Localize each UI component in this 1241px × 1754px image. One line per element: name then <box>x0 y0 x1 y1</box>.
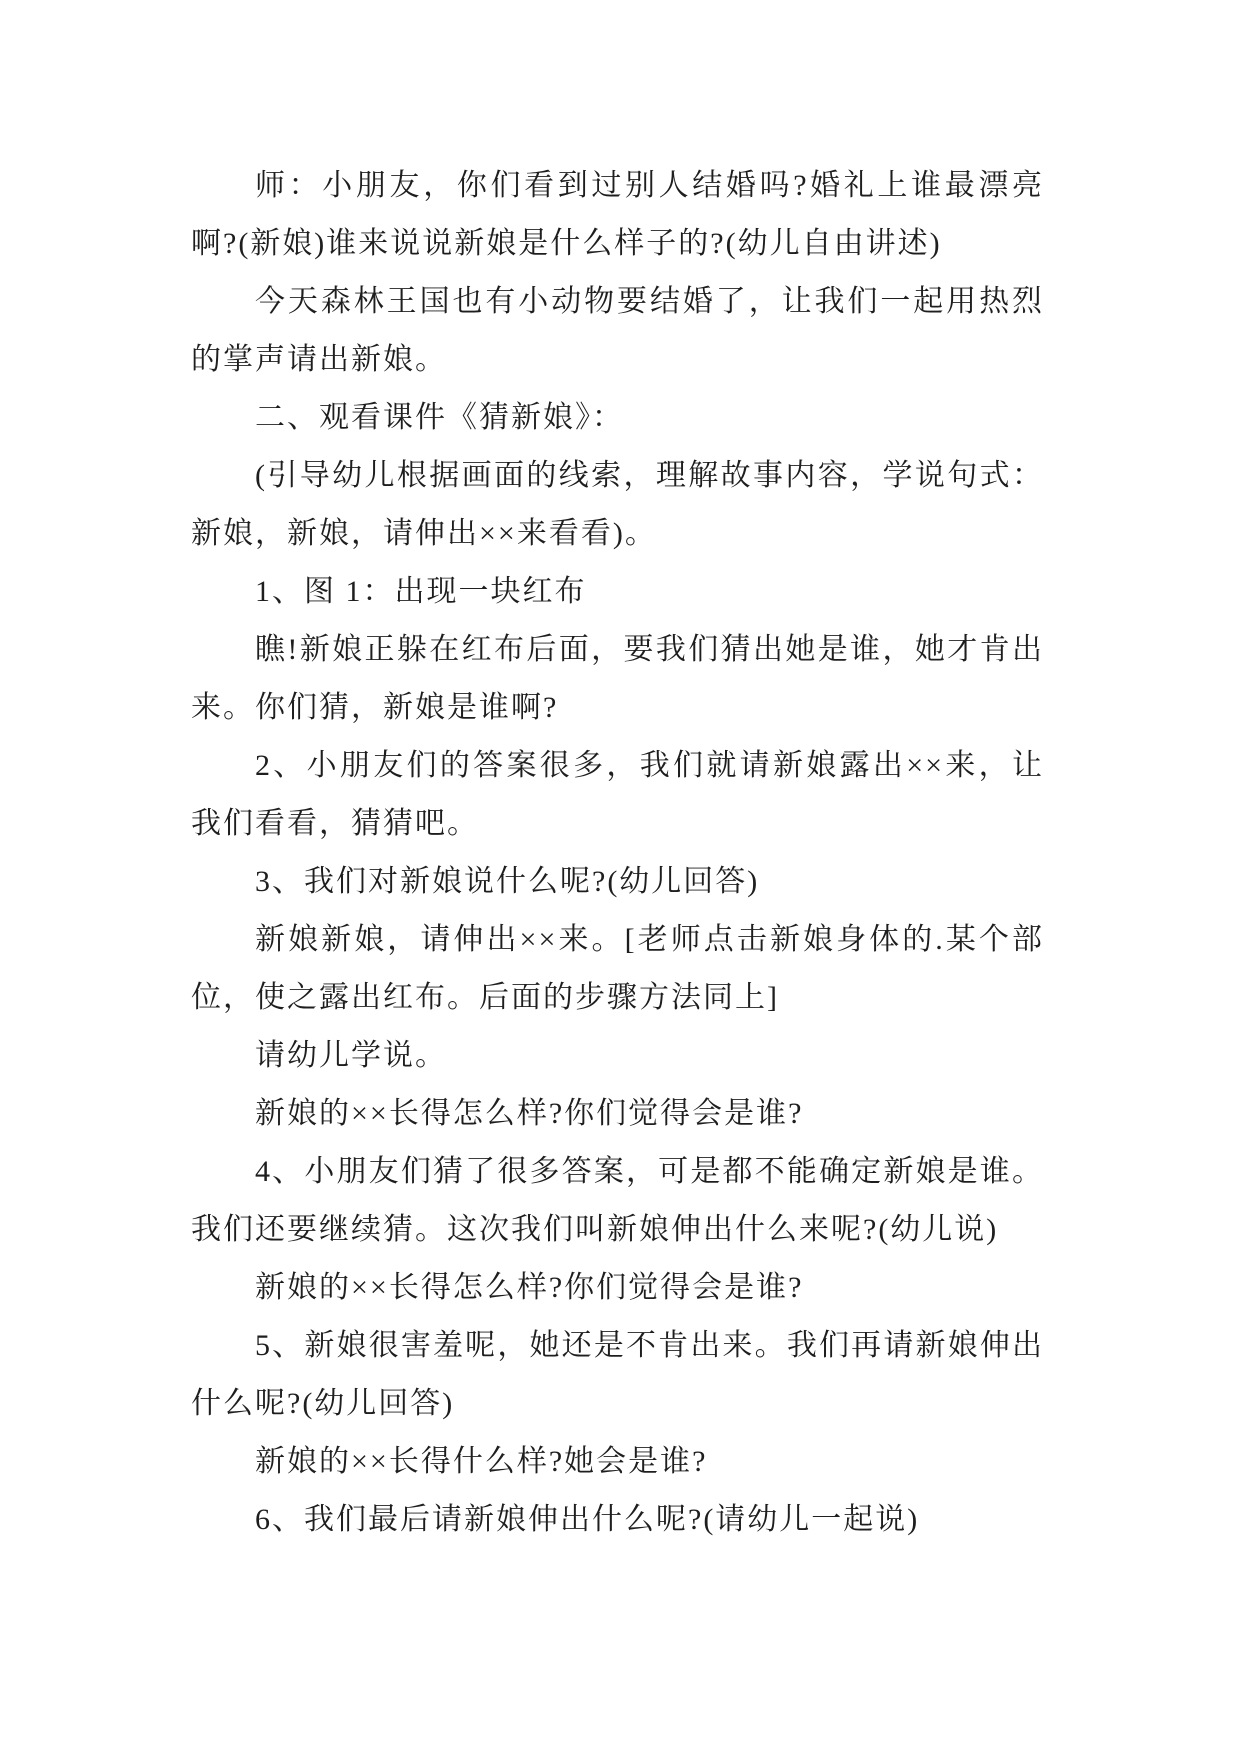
document-body <box>191 157 1044 1549</box>
paragraph-teacher-question: 师：小朋友，你们看到过别人结婚吗?婚礼上谁最漂亮啊?(新娘)谁来说说新娘是什么样子的?(幼儿自由讲述) <box>191 169 1044 260</box>
step-1-heading: 1、图 1：出现一块红布 <box>255 575 587 608</box>
paragraph-forest-wedding: 今天森林王国也有小动物要结婚了，让我们一起用热烈的掌声请出新娘。 <box>191 285 1044 376</box>
step-2-paragraph: 2、小朋友们的答案很多，我们就请新娘露出××来，让我们看看，猜猜吧。 <box>191 749 1044 840</box>
step-5-paragraph: 5、新娘很害羞呢，她还是不肯出来。我们再请新娘伸出什么呢?(幼儿回答) <box>191 1329 1044 1420</box>
paragraph-guidance: (引导幼儿根据画面的线索，理解故事内容，学说句式：新娘，新娘，请伸出××来看看)。 <box>191 459 1044 550</box>
step-3-paragraph: 3、我们对新娘说什么呢?(幼儿回答) <box>255 865 760 898</box>
paragraph-question-3: 新娘的××长得什么样?她会是谁? <box>255 1445 708 1478</box>
section-heading-courseware: 二、观看课件《猜新娘》： <box>255 401 624 434</box>
paragraph-step-3-detail: 新娘新娘，请伸出××来。[老师点击新娘身体的.某个部位，使之露出红布。后面的步骤方法同上] <box>191 923 1044 1014</box>
paragraph-question-1: 新娘的××长得怎么样?你们觉得会是谁? <box>255 1097 804 1130</box>
paragraph-step-1: 瞧!新娘正躲在红布后面，要我们猜出她是谁，她才肯出来。你们猜，新娘是谁啊? <box>191 633 1044 724</box>
step-6-paragraph: 6、我们最后请新娘伸出什么呢?(请幼儿一起说) <box>255 1503 920 1536</box>
paragraph-question-2: 新娘的××长得怎么样?你们觉得会是谁? <box>255 1271 804 1304</box>
step-4-paragraph: 4、小朋友们猜了很多答案，可是都不能确定新娘是谁。我们还要继续猜。这次我们叫新娘伸出什么来呢?(幼儿说) <box>191 1155 1044 1246</box>
paragraph-children-repeat: 请幼儿学说。 <box>255 1039 447 1072</box>
